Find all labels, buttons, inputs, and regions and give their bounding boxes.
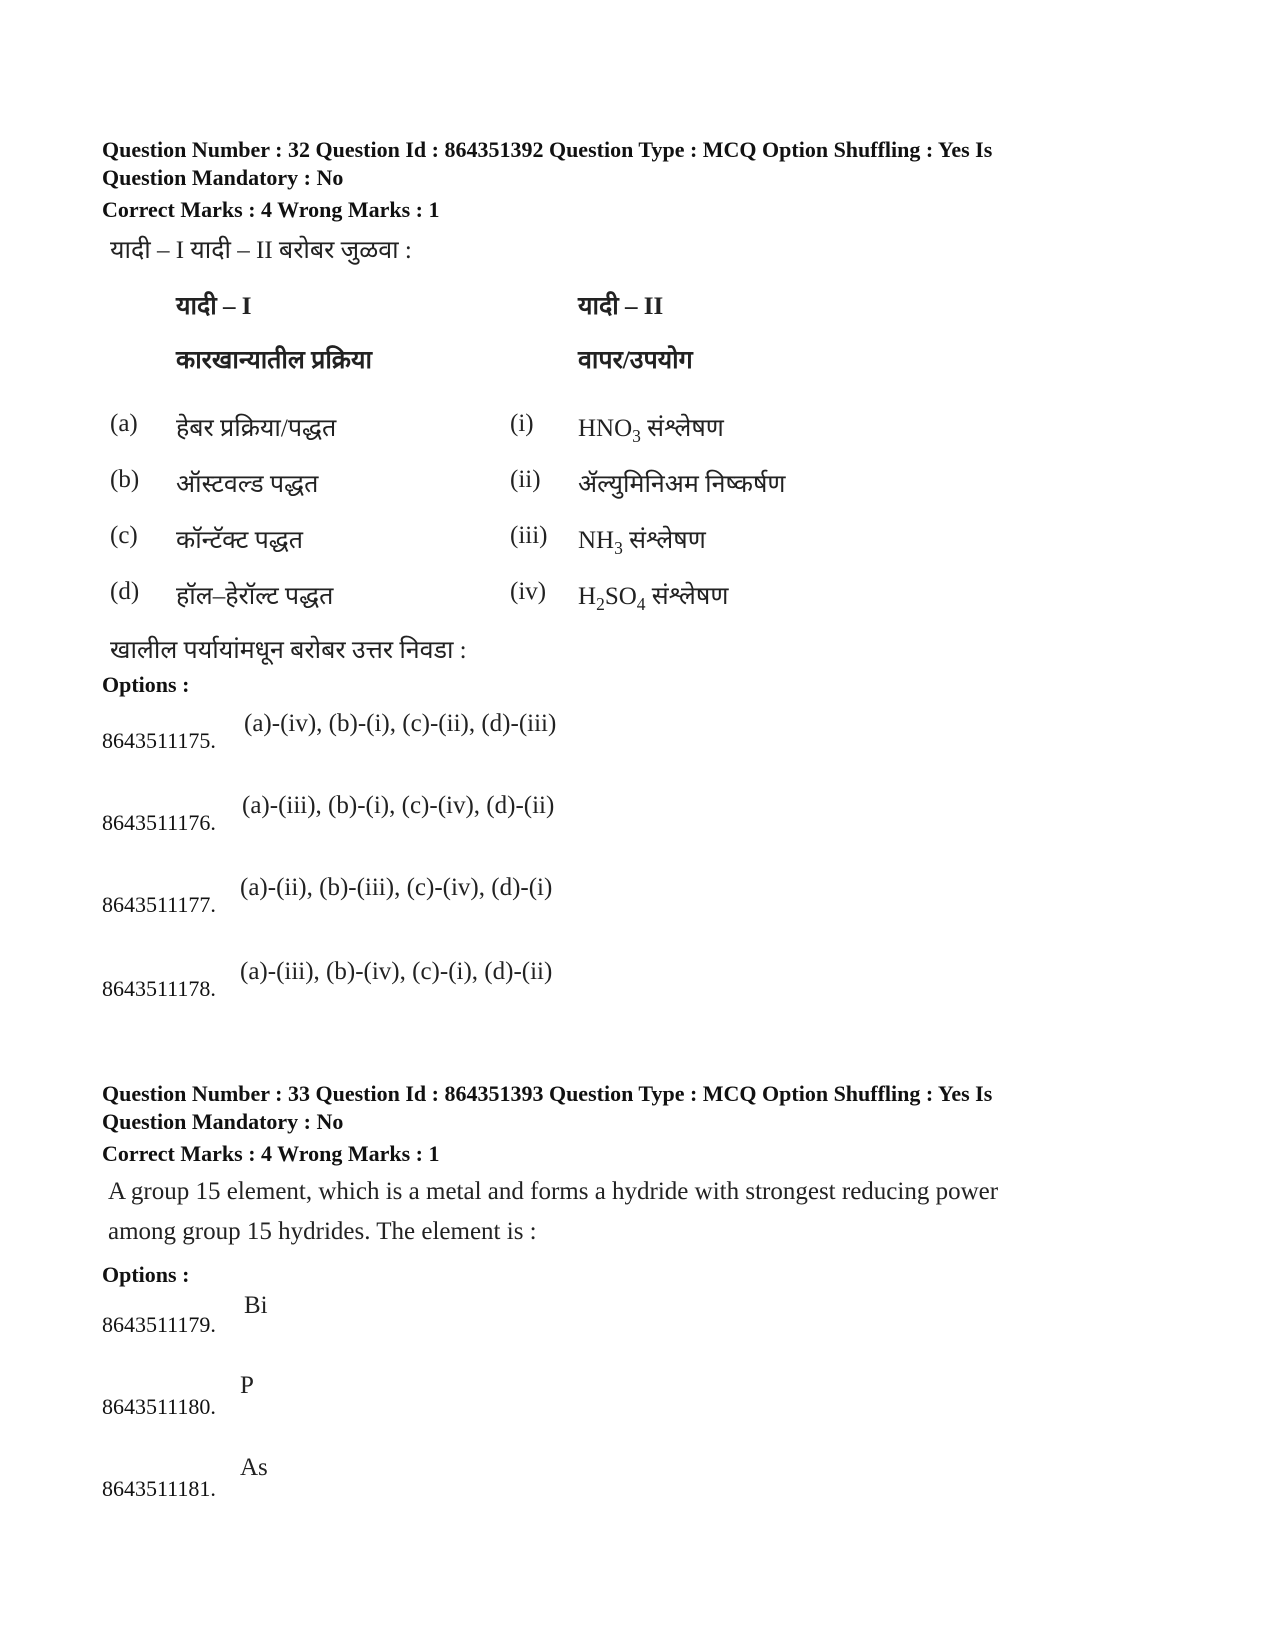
q32-instruction: यादी – I यादी – II बरोबर जुळवा : <box>110 237 412 264</box>
option-id: 8643511178. <box>102 976 216 1001</box>
q32-meta <box>102 136 1182 224</box>
list2-label: (ii) <box>510 466 541 493</box>
option-id: 8643511177. <box>102 892 216 917</box>
list1-label: (a) <box>110 410 138 437</box>
list2-item: $HNO_3$ संश्लेषण <box>578 415 724 446</box>
list2-label: (i) <box>510 410 534 437</box>
q32-meta-line2: Question Mandatory : No <box>102 165 344 190</box>
list1-label: (b) <box>110 466 140 493</box>
option-id: 8643511181. <box>102 1476 216 1501</box>
list1-item: ऑस्टवल्ड पद्धत <box>176 471 319 498</box>
option-text: P <box>240 1372 254 1399</box>
option-id: 8643511175. <box>102 728 216 753</box>
q32-meta-line1: Question Number : 32 Question Id : 864351392 Question Type : MCQ Option Shuffling : Yes Is <box>102 137 993 162</box>
q32-options-label: Options : <box>102 672 190 697</box>
list1-label: (c) <box>110 522 138 549</box>
list2-item: $NH_3$ संश्लेषण <box>578 527 706 558</box>
list2-header: यादी – II <box>578 293 664 320</box>
q33-options-label: Options : <box>102 1262 190 1287</box>
list1-label: (d) <box>110 578 140 605</box>
q33-meta-line2: Question Mandatory : No <box>102 1109 344 1134</box>
option-text: Bi <box>244 1292 268 1319</box>
q33-stem-line2: among group 15 hydrides. The element is : <box>108 1218 537 1245</box>
q33-meta-line1: Question Number : 33 Question Id : 864351393 Question Type : MCQ Option Shuffling : Yes Is <box>102 1081 993 1106</box>
list2-item: $H_2SO_4$ संश्लेषण <box>578 583 729 614</box>
q32-choose-instruction: खालील पर्यायांमधून बरोबर उत्तर निवडा : <box>110 637 467 664</box>
option-text: (a)-(iv), (b)-(i), (c)-(ii), (d)-(iii) <box>244 710 557 737</box>
q33-stem-line1: A group 15 element, which is a metal and forms a hydride with strongest reducing power <box>108 1178 999 1205</box>
option-id: 8643511176. <box>102 810 216 835</box>
list1-item: हॉल–हेरॉल्ट पद्धत <box>176 583 334 610</box>
list1-subheader: कारखान्यातील प्रक्रिया <box>176 347 372 374</box>
list2-label: (iv) <box>510 578 547 605</box>
option-id: 8643511179. <box>102 1312 216 1337</box>
list2-label: (iii) <box>510 522 548 549</box>
option-text: (a)-(ii), (b)-(iii), (c)-(iv), (d)-(i) <box>240 874 553 901</box>
list1-item: कॉन्टॅक्ट पद्धत <box>176 527 304 554</box>
q32-marks: Correct Marks : 4 Wrong Marks : 1 <box>102 197 440 222</box>
list1-header: यादी – I <box>176 293 252 320</box>
option-id: 8643511180. <box>102 1394 216 1419</box>
q33-marks: Correct Marks : 4 Wrong Marks : 1 <box>102 1141 440 1166</box>
option-text: (a)-(iii), (b)-(i), (c)-(iv), (d)-(ii) <box>242 792 555 819</box>
list2-item: ॲल्युमिनिअम निष्कर्षण <box>578 471 786 498</box>
option-text: (a)-(iii), (b)-(iv), (c)-(i), (d)-(ii) <box>240 958 553 985</box>
option-text: As <box>240 1454 268 1481</box>
list2-subheader: वापर/उपयोग <box>578 347 693 374</box>
q33-stem <box>108 1172 1188 1252</box>
q33-meta <box>102 1080 1182 1168</box>
list1-item: हेबर प्रक्रिया/पद्धत <box>176 415 337 442</box>
